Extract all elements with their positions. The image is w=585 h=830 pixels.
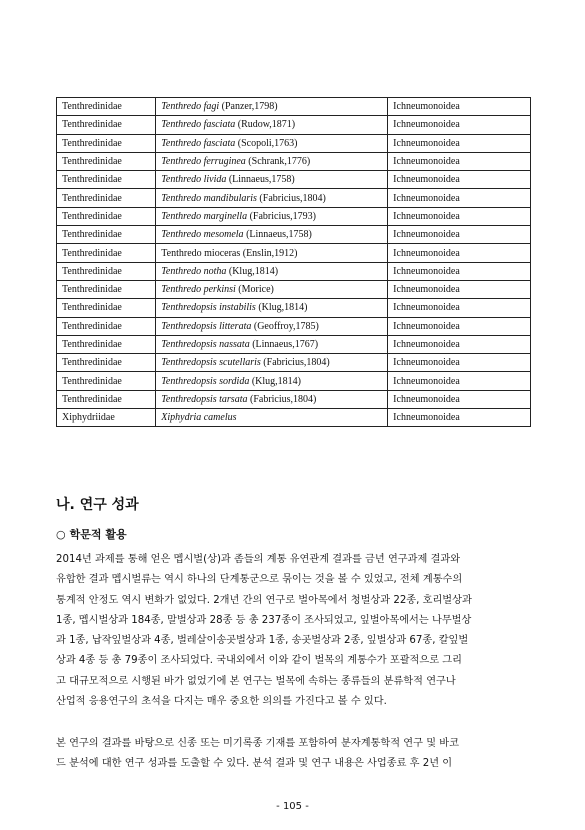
species-cell bbox=[156, 280, 388, 298]
table-row bbox=[57, 152, 531, 170]
species-cell bbox=[156, 317, 388, 335]
species-name: Tenthredo mesomela bbox=[161, 229, 244, 241]
family-cell: Tenthredinidae bbox=[57, 280, 156, 298]
superfamily-cell: Ichneumonoidea bbox=[388, 226, 531, 244]
superfamily-cell: Ichneumonoidea bbox=[388, 244, 531, 262]
family-cell: Tenthredinidae bbox=[57, 244, 156, 262]
superfamily-cell: Ichneumonoidea bbox=[388, 299, 531, 317]
species-name: Tenthredo fasciata bbox=[161, 137, 236, 149]
family-cell: Tenthredinidae bbox=[57, 372, 156, 390]
species-cell bbox=[156, 262, 388, 280]
species-cell bbox=[156, 98, 388, 116]
species-cell bbox=[156, 390, 388, 408]
table-row bbox=[57, 189, 531, 207]
superfamily-cell: Ichneumonoidea bbox=[388, 207, 531, 225]
species-author: Tenthredo mioceras (Enslin,1912) bbox=[161, 247, 298, 259]
superfamily-cell: Ichneumonoidea bbox=[388, 317, 531, 335]
species-author: (Fabricius,1793) bbox=[247, 210, 316, 222]
species-name: Tenthredopsis litterata bbox=[161, 320, 252, 332]
species-cell bbox=[156, 134, 388, 152]
species-table-body bbox=[57, 98, 531, 427]
paragraph-line: 통계적 안정도 역시 변화가 없었다. 2개년 간의 연구로 벌아목에서 청벌상과 22종, 호리벌상과 bbox=[56, 594, 472, 606]
species-cell bbox=[156, 372, 388, 390]
species-cell bbox=[156, 116, 388, 134]
species-cell bbox=[156, 226, 388, 244]
superfamily-cell: Ichneumonoidea bbox=[388, 280, 531, 298]
family-cell: Tenthredinidae bbox=[57, 354, 156, 372]
species-author: (Linnaeus,1758) bbox=[226, 174, 295, 186]
species-cell bbox=[156, 299, 388, 317]
table-row bbox=[57, 317, 531, 335]
paragraph-line: 1종, 멥시벌상과 184종, 말벌상과 28종 등 총 237종이 조사되었고, 잎벌아목에서는 나무벌상 bbox=[56, 614, 472, 626]
paragraph-line: 고 대규모적으로 시행된 바가 없었기에 본 연구는 벌목에 속하는 종류들의 분류학적 연구나 bbox=[56, 675, 456, 687]
species-cell bbox=[156, 207, 388, 225]
paragraph-research-outcome bbox=[56, 734, 534, 775]
species-author: (Panzer,1798) bbox=[219, 101, 278, 113]
superfamily-cell: Ichneumonoidea bbox=[388, 372, 531, 390]
species-author: (Linnaeus,1767) bbox=[249, 339, 319, 350]
paragraph-academic-use bbox=[56, 550, 534, 712]
superfamily-cell: Ichneumonoidea bbox=[388, 390, 531, 408]
table-row bbox=[57, 262, 531, 280]
paragraph-line: 본 연구의 결과를 바탕으로 신종 또는 미기록종 기재를 포함하여 분자계통학적 연구 및 바코 bbox=[56, 738, 459, 749]
species-name: Xiphydria camelus bbox=[161, 412, 237, 424]
superfamily-cell: Ichneumonoidea bbox=[388, 116, 531, 134]
table-row bbox=[57, 226, 531, 244]
species-author: (Rudow,1871) bbox=[235, 119, 296, 131]
table-row bbox=[57, 134, 531, 152]
table-row bbox=[57, 299, 531, 317]
circle-bullet-icon: ○ bbox=[56, 528, 66, 541]
species-name: Tenthredo livida bbox=[161, 174, 227, 186]
paragraph-line: 상과 4종 등 총 79종이 조사되었다. 국내외에서 이와 같이 벌목의 계통수가 포괄적으로 그리 bbox=[56, 655, 462, 667]
species-table bbox=[56, 97, 531, 427]
superfamily-cell: Ichneumonoidea bbox=[388, 134, 531, 152]
paragraph-line: 산업적 응용연구의 초석을 다지는 매우 중요한 의의를 가진다고 볼 수 있다. bbox=[56, 696, 387, 708]
family-cell: Tenthredinidae bbox=[57, 189, 156, 207]
superfamily-cell: Ichneumonoidea bbox=[388, 409, 531, 427]
table-row bbox=[57, 244, 531, 262]
species-author: (Klug,1814) bbox=[255, 302, 308, 314]
species-name: Tenthredo fasciata bbox=[161, 119, 236, 131]
paragraph-line: 유합한 결과 멥시벌류는 역시 하나의 단계통군으로 묶이는 것을 볼 수 있었고, 전체 계통수의 bbox=[56, 574, 463, 586]
species-name: Tenthredo fagi bbox=[161, 101, 220, 113]
species-author: (Morice) bbox=[235, 284, 274, 296]
family-cell: Tenthredinidae bbox=[57, 207, 156, 225]
species-name: Tenthredo perkinsi bbox=[161, 284, 236, 296]
species-author: (Scopoli,1763) bbox=[235, 137, 298, 149]
species-name: Tenthredopsis scutellaris bbox=[161, 357, 261, 369]
subsection-title bbox=[56, 526, 127, 542]
species-cell bbox=[156, 244, 388, 262]
species-name: Tenthredopsis instabilis bbox=[161, 302, 256, 314]
species-name: Tenthredo ferruginea bbox=[161, 156, 246, 168]
table-row bbox=[57, 409, 531, 427]
superfamily-cell: Ichneumonoidea bbox=[388, 189, 531, 207]
table-row bbox=[57, 98, 531, 116]
species-author: (Fabricius,1804) bbox=[260, 357, 330, 369]
species-author: (Fabricius,1804) bbox=[256, 192, 326, 204]
family-cell: Tenthredinidae bbox=[57, 152, 156, 170]
paragraph-line: 드 분석에 대한 연구 성과를 도출할 수 있다. 분석 결과 및 연구 내용은 사업종료 후 2년 이 bbox=[56, 758, 453, 770]
species-name: Tenthredo mandibularis bbox=[161, 192, 257, 204]
table-row bbox=[57, 280, 531, 298]
species-author: (Klug,1814) bbox=[226, 265, 279, 277]
paragraph-line: 과 1종, 납작잎벌상과 4종, 벌레살이송곳벌상과 1종, 송곳벌상과 2종, 잎벌상과 67종, 칼잎벌 bbox=[56, 635, 469, 647]
family-cell: Tenthredinidae bbox=[57, 299, 156, 317]
species-cell bbox=[156, 152, 388, 170]
species-name: Tenthredopsis sordida bbox=[161, 375, 250, 387]
species-author: (Linnaeus,1758) bbox=[243, 229, 312, 241]
species-cell bbox=[156, 171, 388, 189]
page-number: - 105 - bbox=[276, 801, 309, 812]
family-cell: Tenthredinidae bbox=[57, 226, 156, 244]
paragraph-line: 2014년 과제를 통해 얻은 멥시벌(상)과 좀들의 계통 유연관계 결과를 금년 연구과제 결과와 bbox=[56, 554, 461, 565]
family-cell: Tenthredinidae bbox=[57, 335, 156, 353]
table-row bbox=[57, 207, 531, 225]
superfamily-cell: Ichneumonoidea bbox=[388, 354, 531, 372]
species-cell bbox=[156, 335, 388, 353]
subsection-title-text: 학문적 활용 bbox=[69, 528, 127, 541]
family-cell: Tenthredinidae bbox=[57, 98, 156, 116]
superfamily-cell: Ichneumonoidea bbox=[388, 152, 531, 170]
species-author: (Klug,1814) bbox=[249, 375, 301, 387]
species-author: (Fabricius,1804) bbox=[247, 393, 317, 405]
family-cell: Tenthredinidae bbox=[57, 317, 156, 335]
family-cell: Xiphydriidae bbox=[57, 409, 156, 427]
superfamily-cell: Ichneumonoidea bbox=[388, 335, 531, 353]
species-name: Tenthredopsis tarsata bbox=[161, 393, 248, 405]
family-cell: Tenthredinidae bbox=[57, 134, 156, 152]
species-name: Tenthredo marginella bbox=[161, 210, 248, 222]
species-author: (Schrank,1776) bbox=[245, 156, 311, 168]
species-author: (Geoffroy,1785) bbox=[251, 320, 319, 332]
table-row bbox=[57, 171, 531, 189]
table-row bbox=[57, 116, 531, 134]
table-row bbox=[57, 390, 531, 408]
section-title: 나. 연구 성과 bbox=[56, 497, 139, 513]
family-cell: Tenthredinidae bbox=[57, 262, 156, 280]
superfamily-cell: Ichneumonoidea bbox=[388, 98, 531, 116]
family-cell: Tenthredinidae bbox=[57, 116, 156, 134]
species-cell bbox=[156, 354, 388, 372]
superfamily-cell: Ichneumonoidea bbox=[388, 262, 531, 280]
superfamily-cell: Ichneumonoidea bbox=[388, 171, 531, 189]
family-cell: Tenthredinidae bbox=[57, 171, 156, 189]
species-cell bbox=[156, 189, 388, 207]
species-name: Tenthredopsis nassata bbox=[161, 339, 250, 350]
species-name: Tenthredo notha bbox=[161, 265, 227, 277]
table-row bbox=[57, 335, 531, 353]
family-cell: Tenthredinidae bbox=[57, 390, 156, 408]
species-cell bbox=[156, 409, 388, 427]
table-row bbox=[57, 354, 531, 372]
table-row bbox=[57, 372, 531, 390]
